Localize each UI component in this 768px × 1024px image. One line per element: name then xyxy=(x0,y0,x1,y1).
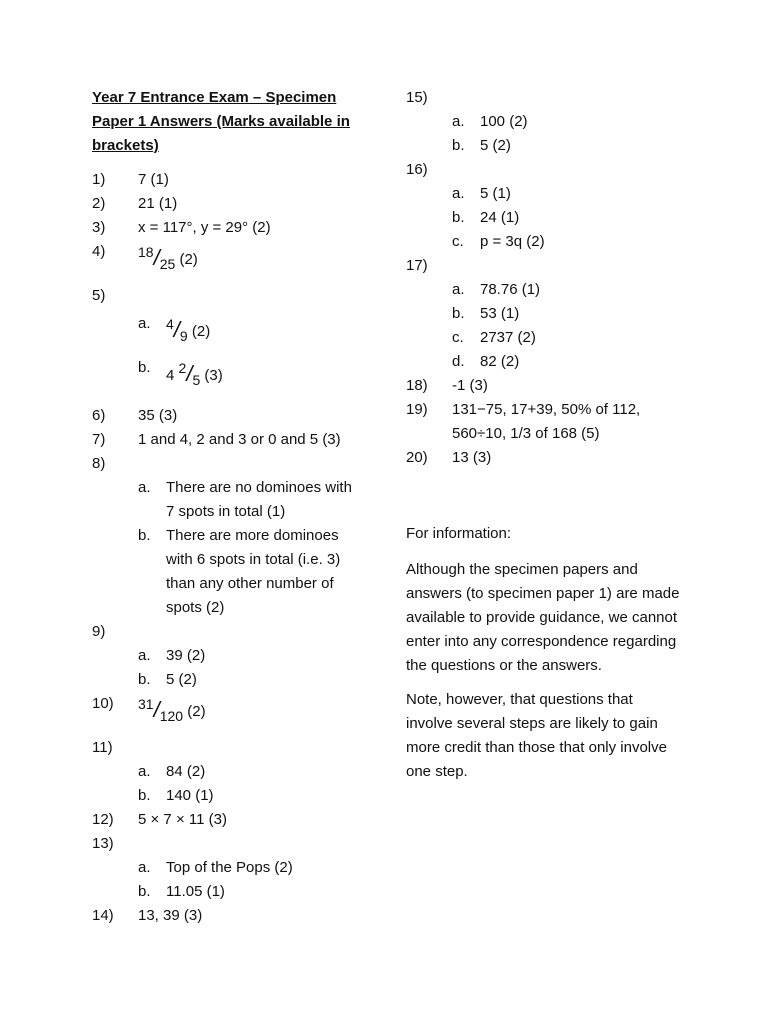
part-label: a. xyxy=(452,281,465,298)
answer-6 xyxy=(92,404,364,428)
answer-text: 5 × 7 × 11 (3) xyxy=(138,811,227,828)
fraction xyxy=(138,692,183,728)
answer-fraction xyxy=(92,356,364,392)
marks: (3) xyxy=(204,367,223,384)
answer-11 xyxy=(92,736,364,760)
answer-text: There are more dominoes with 6 spots in total (i.e. 3) than any other number of spots (2) xyxy=(166,527,341,616)
page-title: Year 7 Entrance Exam – Specimen Paper 1 Answers (Marks available in brackets) xyxy=(92,89,350,154)
answer-text: 21 (1) xyxy=(138,195,178,212)
fraction xyxy=(166,312,188,348)
question-number: 9) xyxy=(92,623,106,640)
answer-15b xyxy=(406,134,682,158)
answer-text: 140 (1) xyxy=(166,787,214,804)
question-number: 10) xyxy=(92,695,114,712)
info-paragraph-2: Note, however, that questions that involve several steps are likely to gain more credit than those that only involve one step. xyxy=(406,691,667,780)
answer-9 xyxy=(92,620,364,644)
answer-text: There are no dominoes with 7 spots in total (1) xyxy=(166,479,352,520)
part-label: b. xyxy=(138,527,151,544)
part-label: b. xyxy=(452,305,465,322)
part-label: a. xyxy=(138,479,151,496)
answer-text: 53 (1) xyxy=(480,305,520,322)
question-number: 16) xyxy=(406,161,428,178)
part-label: c. xyxy=(452,233,464,250)
answer-text: 7 (1) xyxy=(138,171,169,188)
answer-text: 82 (2) xyxy=(480,353,520,370)
answer-17b xyxy=(406,302,682,326)
fraction-slash: / xyxy=(186,361,193,386)
answer-11b xyxy=(92,784,364,808)
answer-7 xyxy=(92,428,364,452)
fraction xyxy=(179,356,201,392)
answer-text: 24 (1) xyxy=(480,209,520,226)
answer-text: Top of the Pops (2) xyxy=(166,859,293,876)
answer-8b xyxy=(92,524,364,620)
answer-text: p = 3q (2) xyxy=(480,233,545,250)
answer-17d xyxy=(406,350,682,374)
fraction-slash: / xyxy=(173,317,180,342)
answer-text: 35 (3) xyxy=(138,407,178,424)
part-label: b. xyxy=(452,209,465,226)
answer-fraction xyxy=(92,692,364,728)
answer-text: 5 (2) xyxy=(480,137,511,154)
answer-text: x = 117°, y = 29° (2) xyxy=(138,219,271,236)
answer-18 xyxy=(406,374,682,398)
answer-17 xyxy=(406,254,682,278)
answer-text: -1 (3) xyxy=(452,377,488,394)
answer-text: 2737 (2) xyxy=(480,329,536,346)
question-number: 3) xyxy=(92,219,106,236)
answer-9b xyxy=(92,668,364,692)
answer-20 xyxy=(406,446,682,470)
answer-16c xyxy=(406,230,682,254)
marks: (2) xyxy=(191,323,211,340)
answer-fraction xyxy=(92,240,364,276)
fraction xyxy=(138,240,175,276)
question-number: 20) xyxy=(406,449,428,466)
fraction-numerator: 2 xyxy=(178,360,187,376)
answer-14 xyxy=(92,904,364,928)
fraction-denominator: 5 xyxy=(192,372,201,388)
answer-8a xyxy=(92,476,364,524)
question-number: 2) xyxy=(92,195,106,212)
part-label: b. xyxy=(138,787,151,804)
fraction-slash: / xyxy=(153,697,160,722)
answer-text: 1 and 4, 2 and 3 or 0 and 5 (3) xyxy=(138,431,341,448)
answer-text: 13, 39 (3) xyxy=(138,907,203,924)
question-number: 7) xyxy=(92,431,106,448)
fraction-denominator: 25 xyxy=(159,256,176,272)
answer-5b xyxy=(92,352,364,396)
question-number: 18) xyxy=(406,377,428,394)
answer-16a xyxy=(406,182,682,206)
question-number: 5) xyxy=(92,287,106,304)
answer-12 xyxy=(92,808,364,832)
answer-9a xyxy=(92,644,364,668)
question-number: 14) xyxy=(92,907,114,924)
question-number: 4) xyxy=(92,243,106,260)
fraction-denominator: 120 xyxy=(159,708,184,724)
part-label: c. xyxy=(452,329,464,346)
question-number: 19) xyxy=(406,401,428,418)
part-label: b. xyxy=(138,359,151,376)
answer-fraction xyxy=(92,312,364,348)
question-number: 12) xyxy=(92,811,114,828)
question-number: 8) xyxy=(92,455,106,472)
answer-10 xyxy=(92,692,364,728)
answer-text: 39 (2) xyxy=(166,647,206,664)
part-label: b. xyxy=(452,137,465,154)
marks: (2) xyxy=(187,703,206,720)
answer-8 xyxy=(92,452,364,476)
answer-17a xyxy=(406,278,682,302)
info-paragraph-1: Although the specimen papers and answers (to specimen paper 1) are made available to provide guidance, we cannot enter into any correspondence regarding the questions or the answers. xyxy=(406,561,680,674)
part-label: b. xyxy=(138,671,151,688)
answer-5 xyxy=(92,284,364,308)
part-label: a. xyxy=(452,185,465,202)
part-label: a. xyxy=(452,113,465,130)
fraction-numerator: 18 xyxy=(138,244,154,260)
info-heading: For information: xyxy=(406,525,512,542)
answer-text: 13 (3) xyxy=(452,449,492,466)
answer-text: 84 (2) xyxy=(166,763,206,780)
answer-15a xyxy=(406,110,682,134)
part-label: a. xyxy=(138,315,151,332)
part-label: a. xyxy=(138,763,151,780)
fraction-numerator: 31 xyxy=(138,696,154,712)
left-column xyxy=(92,86,364,928)
answer-11a xyxy=(92,760,364,784)
answer-13b xyxy=(92,880,364,904)
fraction-slash: / xyxy=(153,245,160,270)
fraction-numerator: 4 xyxy=(166,316,174,332)
answer-3 xyxy=(92,216,364,240)
marks: (2) xyxy=(179,251,198,268)
answer-text: 11.05 (1) xyxy=(166,883,225,900)
question-number: 6) xyxy=(92,407,106,424)
answer-text: 131−75, 17+39, 50% of 112, 560÷10, 1/3 of 168 (5) xyxy=(452,401,641,442)
answer-4 xyxy=(92,240,364,276)
answer-13a xyxy=(92,856,364,880)
answer-19 xyxy=(406,398,682,446)
question-number: 11) xyxy=(92,739,113,756)
answer-15 xyxy=(406,86,682,110)
right-column xyxy=(406,86,682,794)
part-label: a. xyxy=(138,859,151,876)
question-number: 1) xyxy=(92,171,106,188)
answer-1 xyxy=(92,168,364,192)
question-number: 15) xyxy=(406,89,428,106)
part-label: a. xyxy=(138,647,151,664)
whole-number: 4 xyxy=(166,367,175,384)
answer-text: 5 (1) xyxy=(480,185,511,202)
answer-text: 100 (2) xyxy=(480,113,528,130)
question-number: 13) xyxy=(92,835,114,852)
answer-16b xyxy=(406,206,682,230)
answer-16 xyxy=(406,158,682,182)
answer-5a xyxy=(92,308,364,352)
answer-text: 78.76 (1) xyxy=(480,281,541,298)
answer-17c xyxy=(406,326,682,350)
part-label: b. xyxy=(138,883,151,900)
question-number: 17) xyxy=(406,257,428,274)
answer-2 xyxy=(92,192,364,216)
part-label: d. xyxy=(452,353,465,370)
answer-text: 5 (2) xyxy=(166,671,197,688)
fraction-denominator: 9 xyxy=(179,328,188,344)
answer-13 xyxy=(92,832,364,856)
